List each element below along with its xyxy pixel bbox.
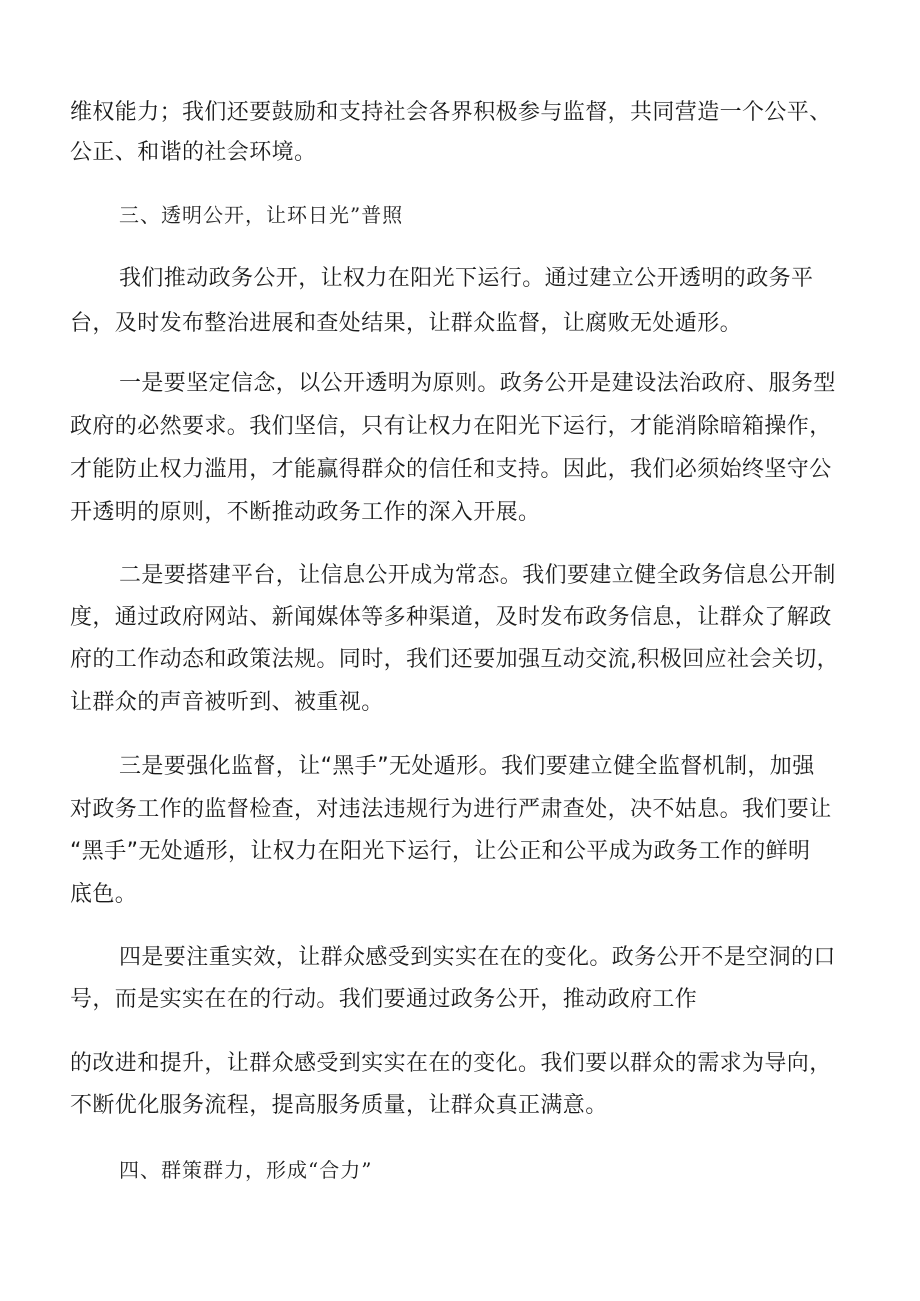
section-heading: 四、群策群力，形成“合力” — [119, 1158, 373, 1182]
paragraph-line: 二是要搭建平台，让信息公开成为常态。我们要建立健全政务信息公开制 — [119, 563, 836, 588]
paragraph-line: 我们推动政务公开，让权力在阳光下运行。通过建立公开透明的政务平 — [119, 266, 814, 291]
paragraph-line: 对政务工作的监督检查，对违法违规行为进行严肃查处，决不姑息。我们要让 — [70, 797, 832, 822]
paragraph-line: 不断优化服务流程，提高服务质量，让群众真正满意。 — [70, 1093, 608, 1118]
paragraph-line: 底色。 — [70, 882, 138, 907]
paragraph-line: 的改进和提升，让群众感受到实实在在的变化。我们要以群众的需求为导向， — [70, 1051, 832, 1076]
paragraph-line: 三是要强化监督，让“黑手”无处遁形。我们要建立健全监督机制，加强 — [119, 754, 815, 779]
paragraph-line: 让群众的声音被听到、被重视。 — [70, 690, 384, 715]
paragraph-line: 一是要坚定信念，以公开透明为原则。政务公开是建设法治政府、服务型 — [119, 371, 836, 396]
paragraph-line: 政府的必然要求。我们坚信，只有让权力在阳光下运行，才能消除暗箱操作， — [70, 414, 832, 439]
paragraph-line: 号，而是实实在在的行动。我们要通过政务公开，推动政府工作 — [70, 987, 698, 1012]
section-heading: 三、透明公开，让环日光”普照 — [119, 203, 404, 227]
paragraph-line: 府的工作动态和政策法规。同时，我们还要加强互动交流,积极回应社会关切， — [70, 647, 839, 672]
paragraph-line: 公正、和谐的社会环境。 — [70, 140, 317, 165]
paragraph-line: 维权能力；我们还要鼓励和支持社会各界积极参与监督，共同营造一个公平、 — [70, 100, 832, 125]
paragraph-line: 才能防止权力滥用，才能赢得群众的信任和支持。因此，我们必须始终坚守公 — [70, 457, 832, 482]
paragraph-line: 台，及时发布整治进展和查处结果，让群众监督，让腐败无处遁形。 — [70, 311, 743, 336]
paragraph-line: 开透明的原则，不断推动政务工作的深入开展。 — [70, 500, 541, 525]
paragraph-line: 四是要注重实效，让群众感受到实实在在的变化。政务公开不是空洞的口 — [119, 945, 836, 970]
paragraph-line: 度，通过政府网站、新闻媒体等多种渠道，及时发布政务信息，让群众了解政 — [70, 605, 832, 630]
paragraph-line: “黑手”无处遁形，让权力在阳光下运行，让公正和公平成为政务工作的鲜明 — [70, 839, 811, 864]
